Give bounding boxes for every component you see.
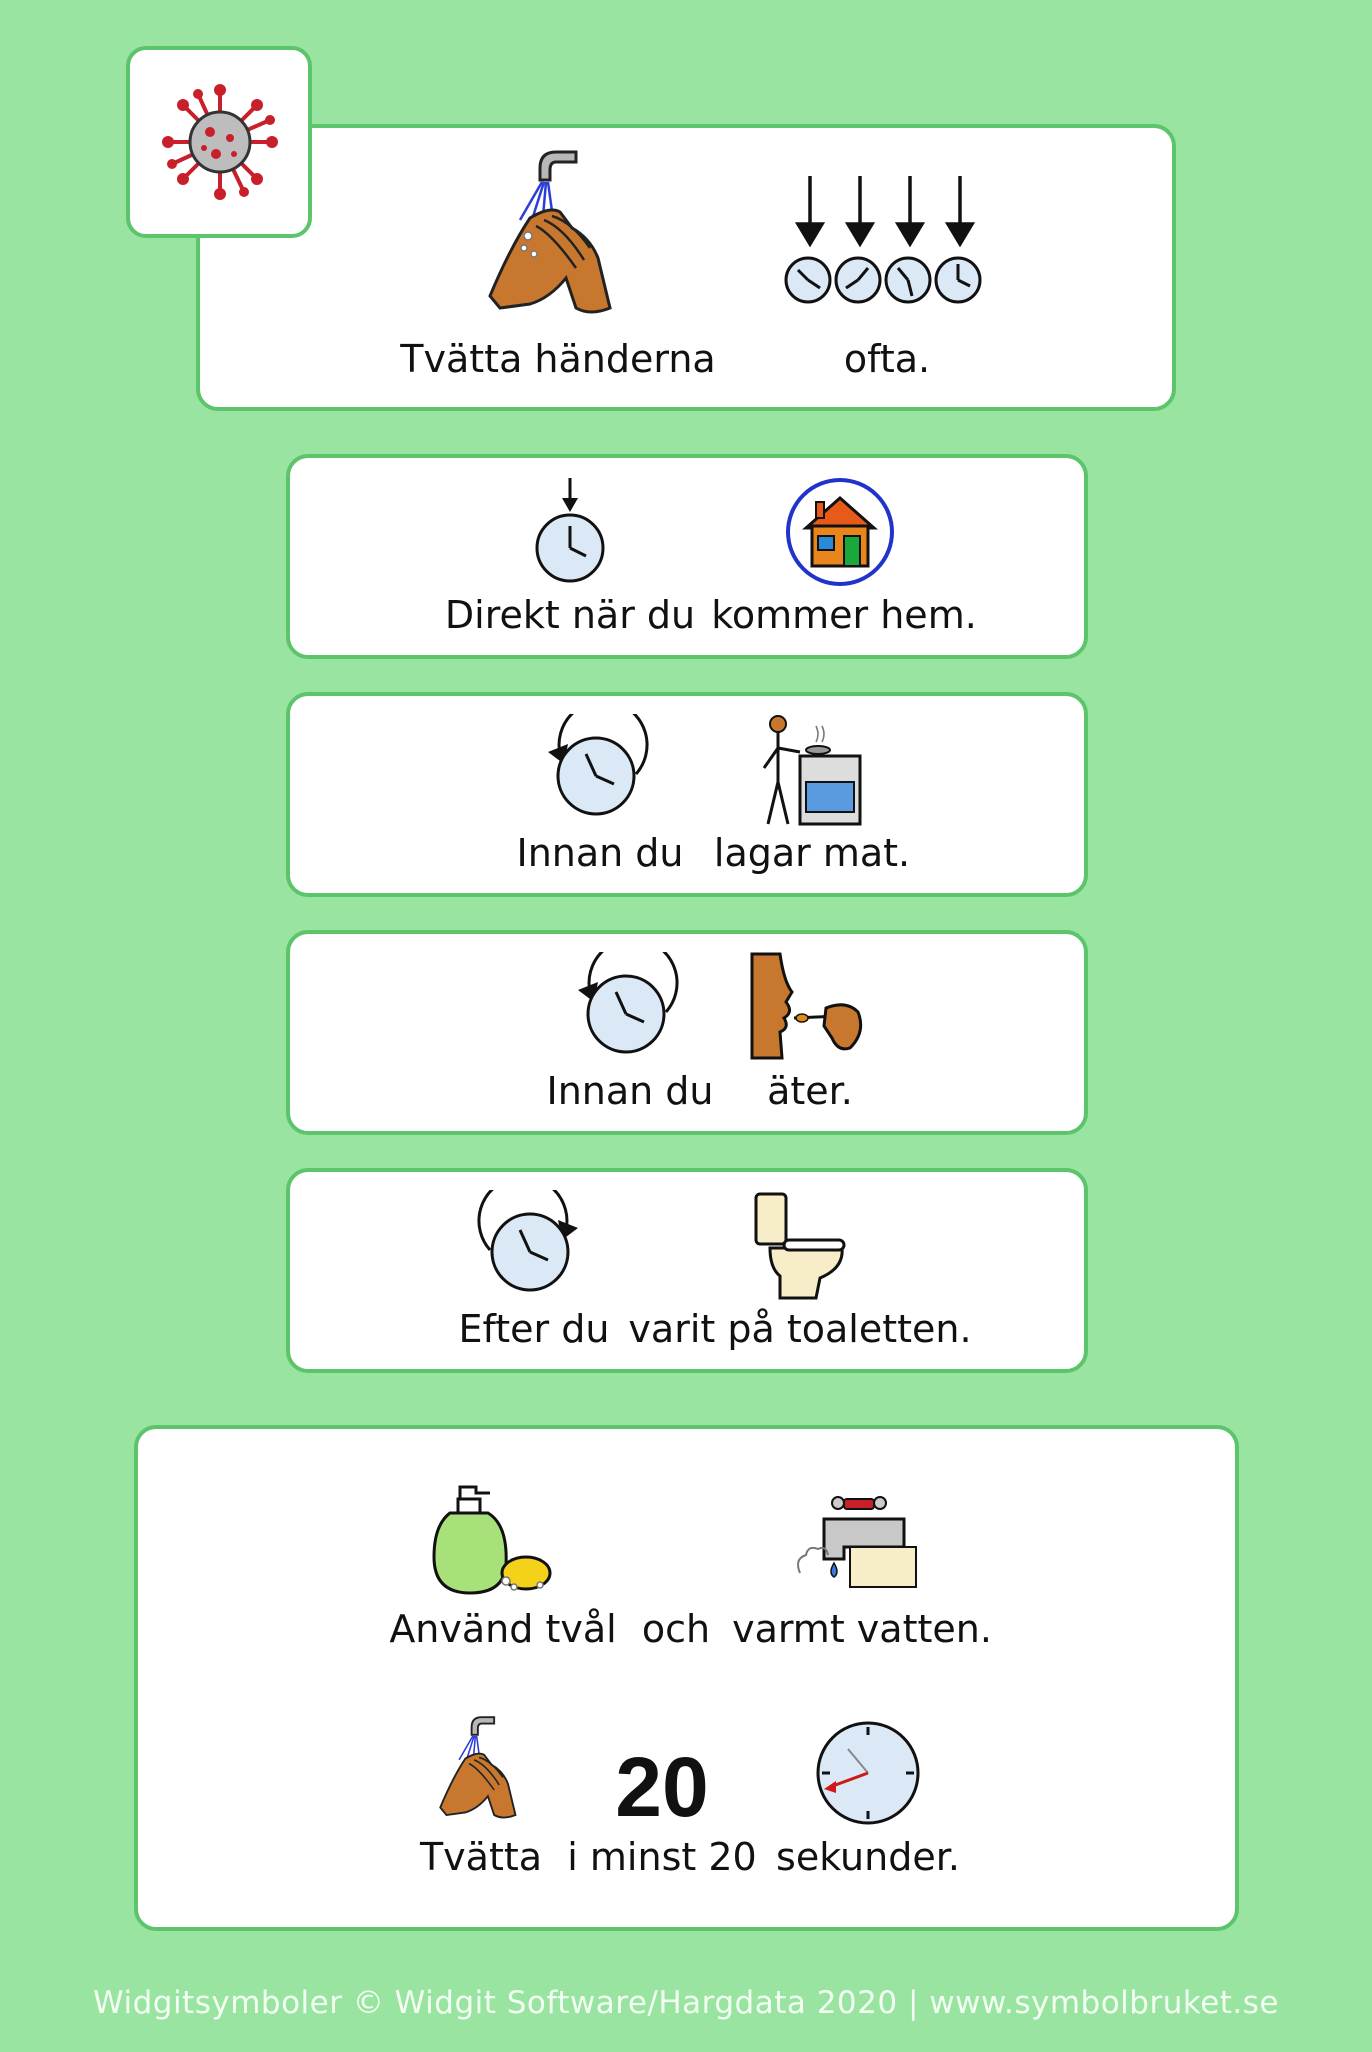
- row4-left-label: Efter du: [458, 1307, 610, 1351]
- row3-left-label: Innan du: [546, 1069, 714, 1113]
- clock-before-icon: [540, 714, 650, 824]
- hand-washing-icon: [434, 1713, 528, 1823]
- row-card-toilet: [286, 1168, 1088, 1373]
- title-word-wash: Tvätta händerna: [400, 337, 716, 381]
- copyright-footer: Widgitsymboler © Widgit Software/Hargdata 2020 | www.symbolbruket.se: [93, 1985, 1279, 2021]
- virus-badge: [126, 46, 312, 238]
- row4-right-label: varit på toaletten.: [628, 1307, 972, 1351]
- hand-washing-icon: [480, 148, 630, 318]
- virus-icon: [158, 80, 282, 204]
- wash-label: Tvätta: [419, 1835, 543, 1879]
- minimum-label: i minst 20: [567, 1835, 757, 1879]
- title-word-often: ofta.: [843, 337, 931, 381]
- and-label: och: [641, 1607, 711, 1651]
- instructions-card: [134, 1425, 1239, 1931]
- cooking-icon: [760, 712, 870, 830]
- row1-left-label: Direkt när du: [444, 593, 696, 637]
- row2-right-label: lagar mat.: [713, 831, 911, 875]
- soap-label: Använd tvål: [389, 1607, 617, 1651]
- row-card-home: [286, 454, 1088, 659]
- toilet-icon: [750, 1188, 850, 1304]
- water-label: varmt vatten.: [732, 1607, 992, 1651]
- tap-icon: [794, 1489, 920, 1591]
- soap-icon: [430, 1485, 552, 1597]
- clock-before-icon: [570, 952, 680, 1062]
- eating-icon: [750, 952, 870, 1064]
- title-card: [196, 124, 1176, 411]
- clock-20-seconds-icon: [814, 1719, 922, 1827]
- clock-after-icon: [476, 1190, 586, 1300]
- clock-now-icon: [530, 476, 610, 586]
- row2-left-label: Innan du: [516, 831, 684, 875]
- home-icon: [784, 476, 896, 588]
- seconds-label: sekunder.: [776, 1835, 960, 1879]
- seconds-number: 20: [615, 1740, 709, 1834]
- row-card-cooking: [286, 692, 1088, 897]
- row3-right-label: äter.: [767, 1069, 853, 1113]
- row1-right-label: kommer hem.: [711, 593, 977, 637]
- row-card-eating: [286, 930, 1088, 1135]
- frequency-clocks-icon: [780, 172, 990, 312]
